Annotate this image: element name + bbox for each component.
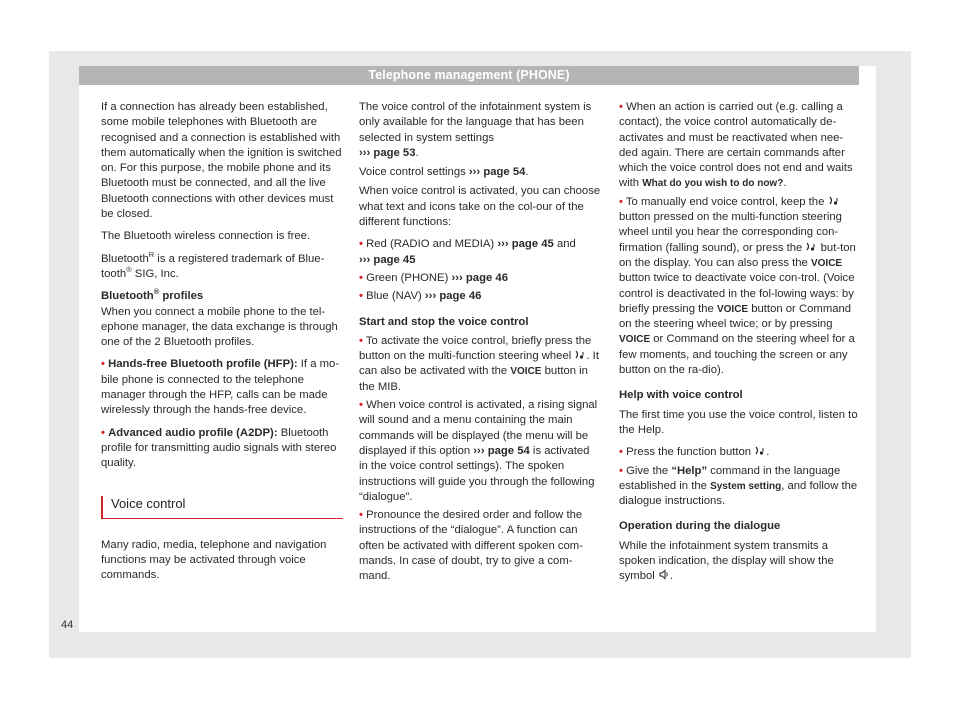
paragraph: If a connection has already been established, some mobile telephones with Bluetooth are recognised and a connection is established with them automatically when the ignition is switched on. For this purpose, the mobile phone and its Bluetooth must be connected, and all the live Bluetooth connections with other devices must be closed. — [101, 101, 342, 221]
voice-control-icon — [574, 349, 586, 360]
page-link[interactable]: ››› page 54 — [473, 444, 530, 457]
page-link[interactable]: ››› page 45 — [359, 253, 416, 266]
page-link[interactable]: ››› page 46 — [451, 271, 508, 284]
list-item: • Hands-free Bluetooth profile (HFP): If a mo-bile phone is connected to the telephone manager through the HFP, calls can be made wirelessly through the hands-free device. — [101, 358, 340, 417]
page-link[interactable]: ››› page 45 — [497, 238, 554, 251]
voice-control-icon — [754, 445, 766, 456]
column-1 — [101, 100, 343, 591]
column-2 — [359, 100, 601, 592]
voice-control-icon — [805, 241, 817, 252]
paragraph: The first time you use the voice control, listen to the Help. — [619, 408, 858, 436]
subheading: Help with voice control — [619, 389, 743, 402]
column-3 — [619, 100, 861, 592]
page-link[interactable]: ››› page 46 — [424, 290, 482, 303]
list-item: • Pronounce the desired order and follow the instructions of the “dialogue”. A function can often be activated with different spoken com-mands. In case of doubt, try to give a com-mand. — [359, 509, 583, 583]
list-item: • Advanced audio profile (A2DP): Bluetooth profile for transmitting audio signals with stereo quality. — [101, 426, 337, 470]
subheading: Bluetooth® profiles — [101, 287, 204, 303]
list-item: • To activate the voice control, briefly press the button on the multi-function steering wheel . It can also be activated with the VOICE button in the MIB. — [359, 334, 599, 393]
paragraph: The voice control of the infotainment system is only available for the language that has been selected in system settings ››› page 53. — [359, 101, 592, 159]
speaker-icon — [658, 569, 670, 580]
list-item: • Red (RADIO and MEDIA) ››› page 45 and ››› page 45 — [359, 238, 576, 266]
list-item: • To manually end voice control, keep the button pressed on the multi-function steering wheel until you hear the corresponding con-firmation (falling sound), or press the but-ton on the display. You can also press the VOICE button twice to deactivate voice con-trol. (Voice control is deactivated in the fol-lowing ways: by briefly pressing the VOICE button or Command on the steering wheel twice; or by pressing VOICE or Command on the steering wheel for a few moments, and touching the screen or any button on the ra-dio). — [619, 195, 856, 377]
list-item: • When voice control is activated, a rising signal will sound and a menu containing the main commands will be displayed (the menu will be displayed if this option ››› page 54 is activated in the voice control settings). The spoken instructions will guide you through the following “dialogue”. — [359, 399, 598, 503]
page-number: 44 — [61, 619, 74, 631]
section-title: Voice control — [101, 496, 343, 519]
paragraph: When voice control is activated, you can choose what text and icons take on the col-our of the different functions: — [359, 185, 601, 229]
paragraph: While the infotainment system transmits a spoken indication, the display will show the symbol . — [619, 539, 834, 583]
list-item: • When an action is carried out (e.g. calling a contact), the voice control automatically de-activates and must be reactivated when nee-ded again. There are certain commands after which the voice control does not end and waits with What do you wish to do now?. — [619, 101, 853, 190]
page-link[interactable]: ››› page 54 — [468, 166, 526, 179]
page-header: Telephone management (PHONE) — [79, 66, 859, 85]
subheading: Operation during the dialogue — [619, 520, 781, 533]
paragraph: Voice control settings ››› page 54. — [359, 166, 529, 179]
page-link[interactable]: ››› page 53 — [359, 146, 416, 159]
paragraph: Many radio, media, telephone and navigation functions may be activated through voice commands. — [101, 538, 327, 582]
list-item: • Press the function button . — [619, 446, 770, 459]
paragraph: The Bluetooth wireless connection is free. — [101, 230, 311, 243]
list-item: • Blue (NAV) ››› page 46 — [359, 290, 482, 303]
list-item: • Give the “Help” command in the language established in the System setting, and follow the dialogue instructions. — [619, 464, 858, 508]
list-item: • Green (PHONE) ››› page 46 — [359, 271, 508, 284]
voice-control-icon — [828, 195, 840, 206]
paragraph: Bluetooth$^R$ is a registered trademark of Blue-tooth® SIG, Inc. — [101, 249, 325, 280]
subheading: Start and stop the voice control — [359, 315, 529, 328]
paragraph: When you connect a mobile phone to the tel-ephone manager, the data exchange is through one of the 2 Bluetooth profiles. — [101, 305, 338, 349]
